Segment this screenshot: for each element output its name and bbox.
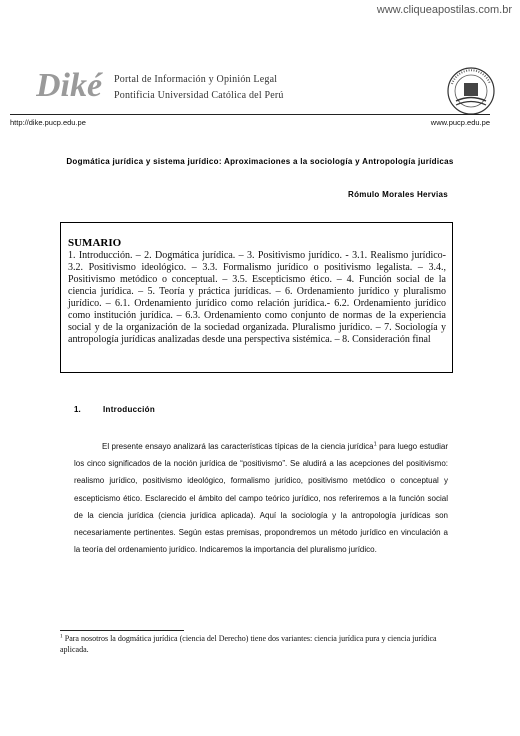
sumario-heading: SUMARIO xyxy=(68,237,122,249)
dike-logo-icon xyxy=(36,64,106,104)
section-title: Introducción xyxy=(103,405,156,414)
university-name: Pontificia Universidad Católica del Perú xyxy=(114,90,284,101)
footnote-ref[interactable]: 1 xyxy=(373,441,377,448)
intro-paragraph xyxy=(74,438,448,558)
section-number: 1. xyxy=(74,405,81,414)
dike-url-link[interactable]: http://dike.pucp.edu.pe xyxy=(10,118,86,127)
sumario-text: 1. Introducción. – 2. Dogmática jurídica. – 3. Positivismo jurídico. - 3.1. Realismo jurídico- 3.2. Positivismo ideológico. – 3.3. Formalismo jurídico o positivismo legalista. – 3.4., Positivismo metódico o conceptual. – 3.5. Escepticismo ético. – 4. Función social de la ciencia jurídica. – 5. Teoría y práctica jurídicas. – 6. Ordenamiento jurídico y pluralismo jurídico. – 6.1. Ordenamiento jurídico como relación jurídica.- 6.2. Ordenamiento jurídico como institución jurídica. – 6.3. Ordenamiento como conjunto de normas de la experiencia social y de la organización de la sociedad organizada. Pluralismo jurídico. – 7. Sociología y antropología jurídicas analizadas desde una perspectiva sistémica. – 8. Consideración final xyxy=(68,250,446,345)
dike-logo-text: Diké xyxy=(36,67,103,104)
watermark-text: www.cliqueapostilas.com.br xyxy=(376,4,512,16)
paragraph-start: El presente ensayo analizará las características típicas de la ciencia jurídica xyxy=(102,442,374,451)
footnote-text: Para nosotros la dogmática jurídica (ciencia del Derecho) tiene dos variantes: ciencia jurídica pura y ciencia jurídica aplicada. xyxy=(60,634,437,654)
header-rule xyxy=(10,114,490,115)
paragraph-rest: para luego estudiar los cinco significados de la noción jurídica de “positivismo”. Se aludirá a las acepciones del positivismo: realismo jurídico, positivismo ideológico, formalismo jurídico, positivismo metódico o conceptual y escepticismo ético. Esclarecido el ámbito del campo teórico jurídico, nos referiremos a la función social de la ciencia jurídica (ciencia jurídica aplicada). Aquí la sociología y la antropología jurídicas son necesariamente pertinentes. Según estas premisas, propondremos un método jurídico en vinculación a la teoría del ordenamiento jurídico. Indicaremos la importancia del pluralismo jurídico. xyxy=(74,442,449,555)
footnote-rule xyxy=(60,630,184,631)
footnote-number: 1 xyxy=(60,633,63,640)
footnote xyxy=(60,633,452,655)
pucp-url-link[interactable]: www.pucp.edu.pe xyxy=(430,118,490,127)
document-title: Dogmática jurídica y sistema jurídico: Aproximaciones a la sociología y Antropología jurídicas xyxy=(66,157,454,166)
university-seal-icon xyxy=(446,66,496,116)
portal-title: Portal de Información y Opinión Legal xyxy=(114,74,278,85)
portal-header xyxy=(114,72,284,104)
author-name: Rómulo Morales Hervias xyxy=(348,190,448,199)
